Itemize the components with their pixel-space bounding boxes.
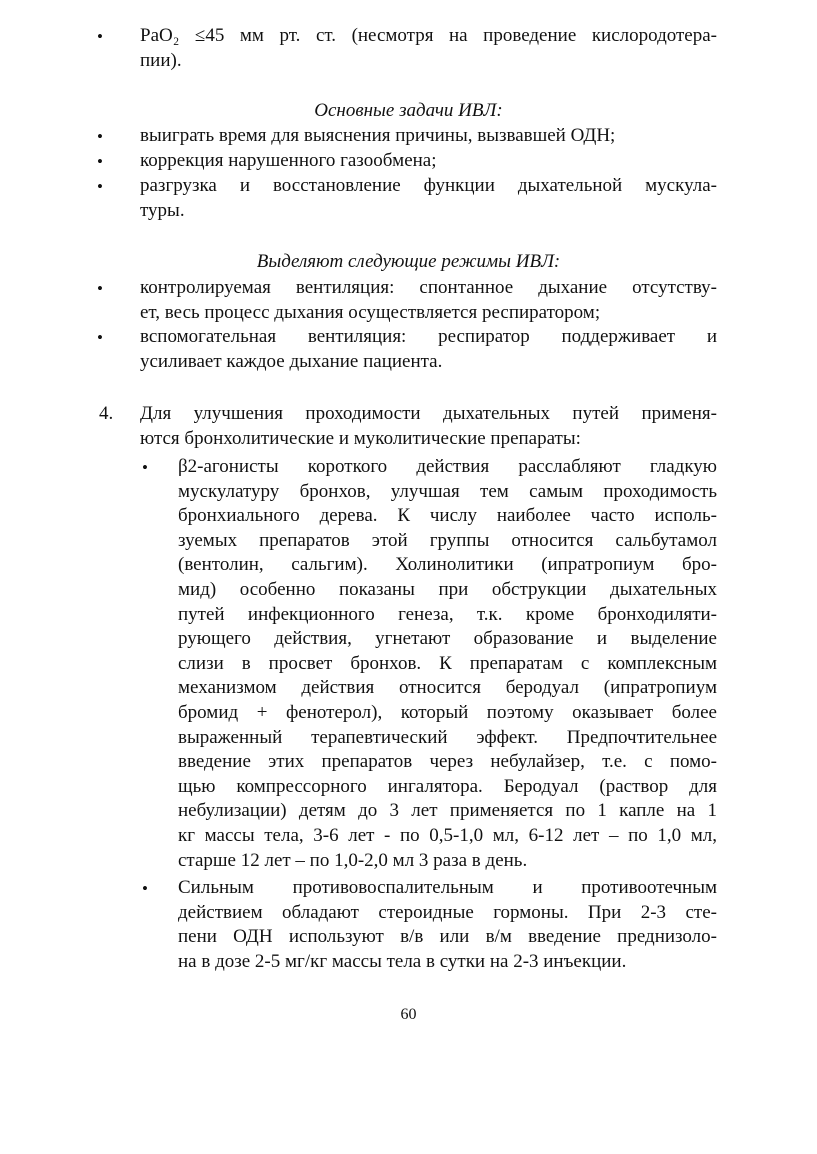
text-line: выраженный терапевтический эффект. Предпочтительнее <box>178 726 717 748</box>
list-item-text <box>140 325 717 374</box>
text-line: ются бронхолитические и муколитические препараты: <box>140 427 581 449</box>
text-line: (вентолин, сальгим). Холинолитики (ипратропиум бро- <box>178 554 717 576</box>
text-line: щью компрессорного ингалятора. Беродуал (раствор для <box>178 775 717 797</box>
text-line: Для улучшения проходимости дыхательных путей применя- <box>140 403 717 424</box>
bullet-icon: • <box>97 127 103 146</box>
text-line: мускулатуру бронхов, улучшая тем самым проходимость <box>178 480 717 502</box>
item-number: 4. <box>99 403 114 424</box>
section-heading-tasks: Основные задачи ИВЛ: <box>314 100 503 121</box>
text-line: кг массы тела, 3-6 лет - по 0,5-1,0 мл, 6-12 лет – по 1,0 мл, <box>178 824 717 846</box>
bullet-icon: • <box>97 328 103 347</box>
text-line: ет, весь процесс дыхания осуществляется респиратором; <box>140 301 601 323</box>
text-line: туры. <box>140 199 185 221</box>
sub-list-item-text <box>178 876 717 974</box>
text-line: путей инфекционного генеза, т.к. кроме бронходиляти- <box>178 603 717 625</box>
bullet-icon: • <box>97 152 103 171</box>
text-line: зуемых препаратов этой группы относится сальбутамол <box>178 529 717 551</box>
text-line: действием обладают стероидные гормоны. При 2-3 сте- <box>178 901 717 923</box>
text-line: вспомогательная вентиляция: респиратор поддерживает и <box>140 326 717 347</box>
text-line: коррекция нарушенного газообмена; <box>140 150 437 171</box>
list-item-text <box>140 149 717 174</box>
bullet-icon: • <box>97 27 103 46</box>
text-line: β2-агонисты короткого действия расслабляют гладкую <box>178 456 717 477</box>
text-line: выиграть время для выяснения причины, вызвавшей ОДН; <box>140 125 616 146</box>
bullet-icon: • <box>97 177 103 196</box>
text-line: бронхиального дерева. К числу наиболее часто исполь- <box>178 505 717 527</box>
list-item-text <box>140 174 717 223</box>
text-line: Сильным противовоспалительным и противоотечным <box>178 877 717 898</box>
bullet-icon: • <box>142 458 148 477</box>
bullet-icon: • <box>142 879 148 898</box>
bullet-icon: • <box>97 279 103 298</box>
text-line: пии). <box>140 49 182 71</box>
section-heading-modes: Выделяют следующие режимы ИВЛ: <box>256 251 561 272</box>
numbered-item-text <box>140 402 717 451</box>
list-item-text <box>140 124 717 149</box>
text-line: небулизации) детям до 3 лет применяется по 1 капле на 1 <box>178 800 717 822</box>
page-number: 60 <box>400 1006 417 1023</box>
sub-list-item-text <box>178 455 717 873</box>
text-line: PaO₂ ≤45 мм рт. ст. (несмотря на проведение кислородотера- <box>140 25 717 46</box>
text-line: механизмом действия относится беродуал (ипратропиум <box>178 677 717 699</box>
text-line: контролируемая вентиляция: спонтанное дыхание отсутству- <box>140 277 717 298</box>
text-line: разгрузка и восстановление функции дыхательной мускула- <box>140 175 717 196</box>
text-line: мид) особенно показаны при обструкции дыхательных <box>178 578 717 600</box>
text-line: на в дозе 2-5 мг/кг массы тела в сутки на 2-3 инъекции. <box>178 950 627 972</box>
text-line: пени ОДН используют в/в или в/м введение преднизоло- <box>178 926 717 948</box>
text-line: введение этих препаратов через небулайзер, т.е. с помо- <box>178 751 717 773</box>
text-line: бромид + фенотерол), который поэтому оказывает более <box>178 701 717 723</box>
list-item-text <box>140 276 717 325</box>
text-line: слизи в просвет бронхов. К препаратам с комплексным <box>178 652 717 674</box>
criteria-item-text <box>140 24 717 73</box>
text-line: старше 12 лет – по 1,0-2,0 мл 3 раза в день. <box>178 849 528 871</box>
text-line: усиливает каждое дыхание пациента. <box>140 350 443 372</box>
text-line: рующего действия, угнетают образование и выделение <box>178 628 717 650</box>
